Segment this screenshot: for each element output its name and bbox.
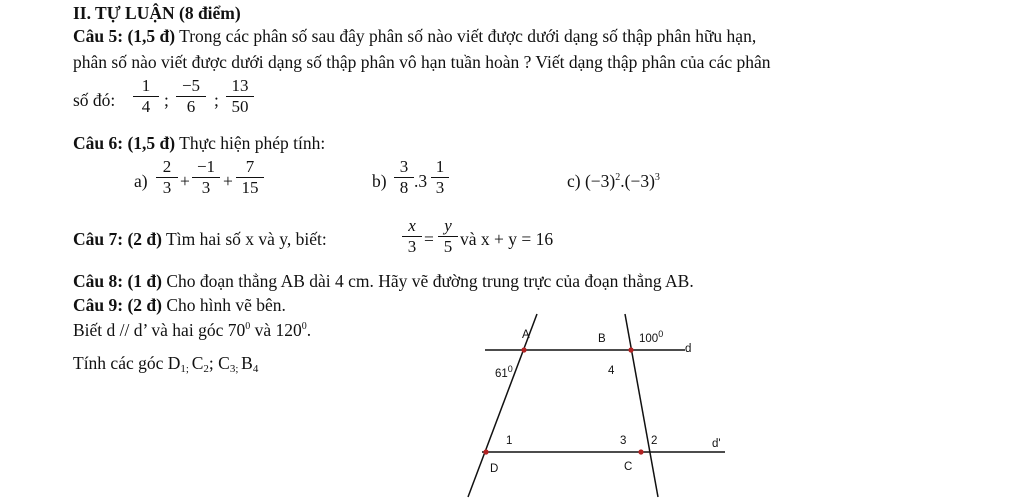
- q9-label: Câu 9: (2 đ): [73, 295, 162, 315]
- q6-text: Thực hiện phép tính:: [175, 133, 326, 153]
- q9-l2-a: Biết d // d’ và hai góc 70: [73, 320, 246, 340]
- geometry-figure: [440, 300, 750, 500]
- q5-f2-den: 6: [186, 97, 196, 116]
- q6-b-mid: .3: [414, 171, 428, 191]
- label-d-prime: d': [712, 438, 721, 450]
- q6-b-mixed-fraction: [431, 158, 449, 197]
- label-angle-left: [495, 364, 513, 380]
- label-d-point: D: [490, 463, 499, 475]
- label-c-point: C: [624, 461, 633, 473]
- angle-left-value: 61: [495, 368, 508, 380]
- q6-b-mixed-num: 1: [431, 158, 449, 178]
- q5-line1: [73, 26, 756, 46]
- q9-l3-c: ; C: [208, 353, 230, 373]
- q9-l3-s1: 1;: [180, 363, 192, 375]
- q6-a-plus-2: +: [223, 171, 233, 191]
- q5-sep-2: ;: [214, 90, 219, 110]
- q7-fraction-y: [438, 217, 458, 256]
- q5-f3-num: 13: [226, 77, 254, 97]
- q6-a-f2-den: 3: [201, 178, 211, 197]
- q6-line: [73, 133, 325, 153]
- q5-text1: Trong các phân số sau đây phân số nào viết được dưới dạng số thập phân hữu hạn,: [175, 26, 757, 46]
- q6-a-label: a): [134, 171, 148, 191]
- q7-fraction-x: [402, 217, 422, 256]
- label-d: d: [685, 343, 692, 355]
- q7-x-num: x: [402, 217, 422, 237]
- label-angle-top: [639, 329, 663, 345]
- q5-label: Câu 5: (1,5 đ): [73, 26, 176, 46]
- q5-line2: phân số nào viết được dưới dạng số thập phân vô hạn tuần hoàn ? Viết dạng thập phân của các phân: [73, 52, 771, 72]
- label-3: 3: [620, 435, 627, 447]
- q6-b-fraction: [394, 158, 414, 197]
- transversal-ad: [468, 314, 537, 497]
- section-heading: II. TỰ LUẬN (8 điểm): [73, 3, 241, 23]
- q6-c-expr: [567, 171, 660, 191]
- q9-l3-s2: 2: [203, 363, 209, 375]
- q5-f1-num: 1: [133, 77, 159, 97]
- q6-a-f3-num: 7: [236, 158, 264, 178]
- angle-top-degree: 0: [658, 329, 664, 339]
- q9-l2-sup2: 0: [301, 321, 307, 332]
- q7-label: Câu 7: (2 đ): [73, 229, 162, 249]
- q6-c-label: c): [567, 171, 581, 191]
- point-a: [521, 347, 526, 352]
- q6-b-label: b): [372, 171, 387, 191]
- q6-a-f2-num: −1: [192, 158, 220, 178]
- q6-c-base2: (−3): [624, 171, 655, 191]
- q6-a-fraction-2: [192, 158, 220, 197]
- q6-b-num: 3: [394, 158, 414, 178]
- angle-left-degree: 0: [507, 364, 513, 374]
- q5-sep-1: ;: [164, 90, 169, 110]
- q5-fraction-1: [133, 77, 159, 116]
- q6-c-dot: .: [620, 171, 625, 191]
- q6-a-f3-den: 15: [241, 178, 259, 197]
- q6-label: Câu 6: (1,5 đ): [73, 133, 176, 153]
- q9-l2-c: .: [306, 320, 312, 340]
- q5-fraction-3: [226, 77, 254, 116]
- q7-y-num: y: [438, 217, 458, 237]
- q6-b-den: 8: [399, 178, 409, 197]
- label-1: 1: [506, 435, 513, 447]
- q9-line3: [73, 353, 258, 373]
- q9-l2-b: và 120: [250, 320, 302, 340]
- q8-line: [73, 271, 694, 291]
- q7-equals: =: [424, 229, 434, 249]
- q7-y-den: 5: [443, 237, 453, 256]
- q9-l3-b: C: [191, 353, 204, 373]
- point-b: [628, 347, 633, 352]
- q9-text: Cho hình vẽ bên.: [161, 295, 286, 315]
- q9-l3-s3: 3;: [229, 363, 242, 375]
- label-2: 2: [651, 435, 658, 447]
- q6-a-f1-den: 3: [162, 178, 172, 197]
- q6-a-plus-1: +: [180, 171, 190, 191]
- q9-line1: [73, 295, 286, 315]
- q5-line3: số đó:: [73, 90, 116, 110]
- q6-a-fraction-1: [156, 158, 178, 197]
- q5-f1-den: 4: [141, 97, 151, 116]
- q9-l3-a: Tính các góc D: [73, 353, 181, 373]
- q8-label: Câu 8: (1 đ): [73, 271, 162, 291]
- label-4: 4: [608, 365, 615, 377]
- q6-a-f1-num: 2: [156, 158, 178, 178]
- angle-top-value: 100: [639, 333, 659, 345]
- q9-l3-s4: 4: [252, 363, 259, 375]
- q8-text: Cho đoạn thẳng AB dài 4 cm. Hãy vẽ đường trung trực của đoạn thẳng AB.: [161, 271, 694, 291]
- q7-x-den: 3: [407, 237, 417, 256]
- label-b: B: [598, 333, 606, 345]
- q5-f2-num: −5: [176, 77, 206, 97]
- q6-a-fraction-3: [236, 158, 264, 197]
- label-a: A: [522, 329, 530, 341]
- q9-l2-sup1: 0: [245, 321, 251, 332]
- q7-text: Tìm hai số x và y, biết:: [161, 229, 327, 249]
- q6-c-base1: (−3): [584, 171, 616, 191]
- point-d: [483, 449, 488, 454]
- q5-f3-den: 50: [231, 97, 249, 116]
- q6-c-exp2: 3: [654, 172, 660, 183]
- q7-tail: và x + y = 16: [460, 229, 554, 249]
- point-c: [638, 449, 643, 454]
- q6-c-exp1: 2: [615, 172, 621, 183]
- q6-b-mixed-den: 3: [435, 178, 445, 197]
- q5-fraction-2: [176, 77, 206, 116]
- q9-l3-d: B: [241, 353, 253, 373]
- q7-line: [73, 229, 327, 249]
- q9-line2: [73, 320, 311, 340]
